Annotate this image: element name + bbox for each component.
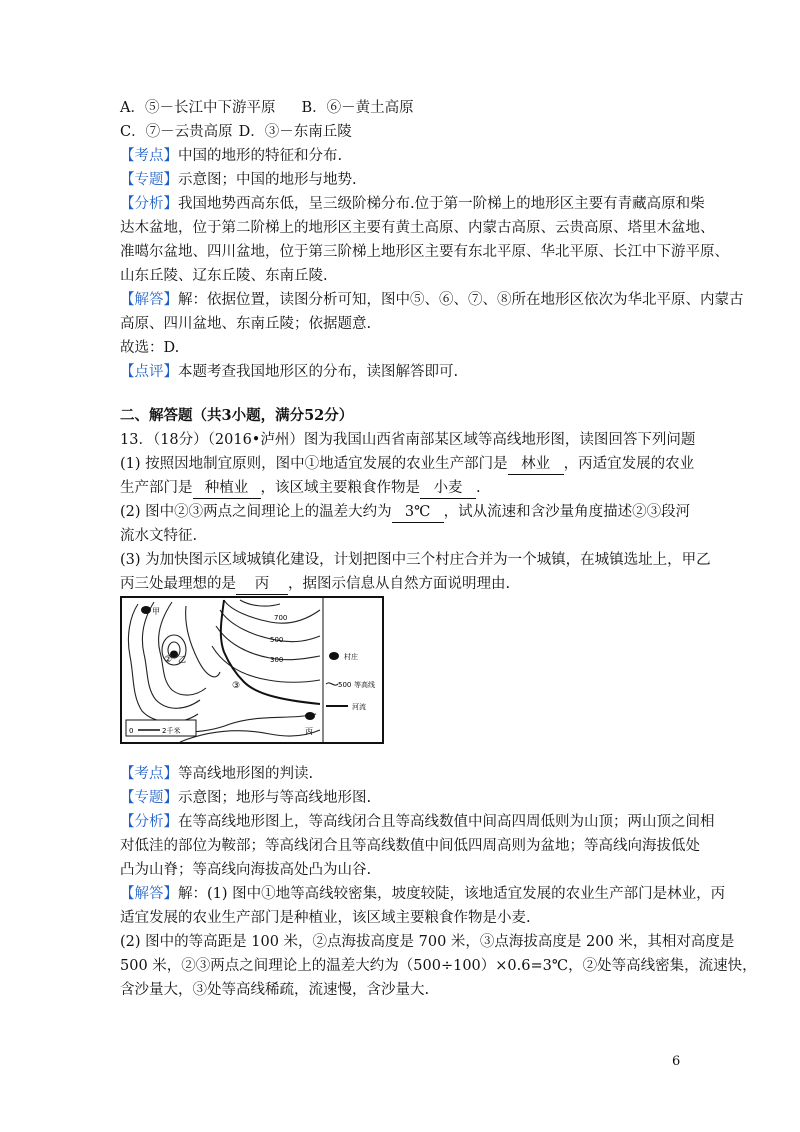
zhuanti-tag: 【专题】 [120, 790, 178, 806]
answer-blank-site: 丙 [236, 574, 288, 595]
q12-jieda-1 [120, 290, 744, 310]
contour-value-300: 300 [270, 656, 284, 664]
fenxi-text-1: 我国地势西高东低，呈三级阶梯分布.位于第一阶梯上的地形区主要有青藏高原和柴 [178, 196, 705, 212]
zhuanti-text: 示意图；地形与等高线地形图. [178, 790, 372, 806]
q13-p2-text-b: ，试从流速和含沙量角度描述②③段河 [443, 504, 691, 520]
option-b: B．⑥－黄土高原 [301, 100, 414, 116]
q13-zhuanti [120, 788, 371, 808]
q13-stem: 13．（18分）（2016•泸州）图为我国山西省南部某区域等高线地形图，读图回答下列问题 [120, 432, 696, 448]
q13-p1-text-b: ，丙适宜发展的农业 [563, 456, 695, 472]
q13-part3-line2 [120, 574, 510, 595]
kaodian-text: 等高线地形图的判读. [178, 766, 314, 782]
q12-answer: 故选：D. [120, 340, 180, 356]
q13-p3-text-b: 丙三处最理想的是 [120, 576, 236, 592]
q13-p2-text-a: (2) 图中②③两点之间理论上的温差大约为 [120, 504, 392, 520]
legend-contour-label: 等高线 [354, 681, 375, 689]
fenxi-tag: 【分析】 [120, 814, 178, 830]
legend-river-label: 河流 [352, 703, 366, 711]
label-yi: 乙 [178, 655, 186, 664]
kaodian-tag: 【考点】 [120, 766, 178, 782]
scale-label: 2千米 [162, 727, 181, 735]
q13-jieda-1 [120, 884, 725, 904]
q13-jieda-2: 适宜发展的农业生产部门是种植业，该区域主要粮食作物是小麦. [120, 910, 531, 926]
q12-fenxi-3: 准噶尔盆地、四川盆地，位于第三阶梯上地形区主要有东北平原、华北平原、长江中下游平原、 [120, 244, 729, 260]
zhuanti-text: 示意图；中国的地形与地势. [178, 172, 357, 188]
answer-blank-temperature: 3℃ [392, 502, 444, 523]
scale-zero: 0 [129, 727, 134, 735]
q13-part1-line1 [120, 454, 694, 475]
label-jia: 甲 [152, 607, 160, 616]
label-point-2: ② [164, 655, 173, 665]
contour-value-700: 700 [274, 614, 288, 622]
q12-jieda-2: 高原、四川盆地、东南丘陵；依据题意. [120, 316, 372, 332]
q13-p1-text-a: (1) 按照因地制宜原则，图中①地适宜发展的农业生产部门是 [120, 456, 508, 472]
kaodian-text: 中国的地形的特征和分布. [178, 148, 343, 164]
scale-box [126, 720, 196, 736]
answer-blank-forestry: 林业 [508, 454, 564, 475]
village-jia-marker [141, 606, 151, 614]
q12-zhuanti [120, 170, 357, 190]
q13-kaodian [120, 764, 313, 784]
q13-fenxi-2: 对低洼的部位为鞍部；等高线闭合且等高线数值中间低四周高则为盆地；等高线向海拔低处 [120, 838, 700, 854]
legend-contour-value: 500 [338, 681, 352, 689]
village-bing-marker [305, 712, 315, 720]
section-title: 二、解答题（共3小题，满分52分） [120, 407, 354, 424]
q13-jieda-4: 500 米，②③两点之间理论上的温差大约为（500÷100）×0.6=3℃，②处等高线密集，流速快， [120, 958, 757, 974]
jieda-text-1: 解：(1) 图中①地等高线较密集，坡度较陡，该地适宜发展的农业生产部门是林业，丙 [178, 886, 726, 902]
q13-p1-text-d: ，该区域主要粮食作物是 [260, 480, 420, 496]
q13-fenxi-1 [120, 812, 715, 832]
jieda-tag: 【解答】 [120, 292, 178, 308]
zhuanti-tag: 【专题】 [120, 172, 178, 188]
q12-fenxi-2: 达木盆地，位于第二阶梯上的地形区主要有黄土高原、内蒙古高原、云贵高原、塔里木盆地、 [120, 220, 715, 236]
option-d: D．③－东南丘陵 [238, 124, 352, 140]
q13-part1-line2 [120, 478, 481, 499]
option-a: A．⑤－长江中下游平原 [120, 100, 276, 116]
q12-kaodian [120, 146, 342, 166]
dianping-tag: 【点评】 [120, 364, 178, 380]
page-number: 6 [672, 1054, 681, 1069]
jieda-tag: 【解答】 [120, 886, 178, 902]
q13-part2-line2: 流水文特征. [120, 528, 198, 544]
q13-part3-line1: (3) 为加快图示区域城镇化建设，计划把图中三个村庄合并为一个城镇，在城镇选址上，甲乙 [120, 552, 711, 568]
label-bing: 丙 [305, 727, 313, 736]
kaodian-tag: 【考点】 [120, 148, 178, 164]
option-line-cd [120, 122, 352, 142]
fenxi-tag: 【分析】 [120, 196, 178, 212]
q13-part2-line1 [120, 502, 690, 523]
contour-map-figure [120, 596, 384, 744]
q13-fenxi-3: 凸为山脊；等高线向海拔高处凸为山谷. [120, 862, 372, 878]
dianping-text: 本题考查我国地形区的分布，读图解答即可. [178, 364, 459, 380]
q12-fenxi-1 [120, 194, 705, 214]
jieda-text-1: 解：依据位置，读图分析可知，图中⑤、⑥、⑦、⑧所在地形区依次为华北平原、内蒙古 [178, 292, 744, 308]
legend-village-symbol [329, 652, 339, 660]
q13-jieda-5: 含沙量大，③处等高线稀疏，流速慢，含沙量大. [120, 982, 430, 998]
contour-value-500: 500 [270, 636, 284, 644]
q13-jieda-3: (2) 图中的等高距是 100 米，②点海拔高度是 700 米，③点海拔高度是 200 米，其相对高度是 [120, 934, 735, 950]
q13-p3-text-c: ，据图示信息从自然方面说明理由. [288, 576, 511, 592]
option-c: C．⑦－云贵高原 [120, 124, 233, 140]
label-point-3: ③ [232, 681, 241, 691]
legend-village-label: 村庄 [344, 653, 358, 661]
answer-blank-wheat: 小麦 [420, 478, 476, 499]
q12-dianping [120, 362, 458, 382]
fenxi-text-1: 在等高线地形图上，等高线闭合且等高线数值中间高四周低则为山顶；两山顶之间相 [178, 814, 715, 830]
answer-blank-farming: 种植业 [193, 478, 261, 499]
option-line-ab [120, 98, 414, 118]
q12-fenxi-4: 山东丘陵、辽东丘陵、东南丘陵. [120, 268, 328, 284]
q13-p1-text-c: 生产部门是 [120, 480, 193, 496]
q13-p1-text-e: . [476, 480, 481, 496]
